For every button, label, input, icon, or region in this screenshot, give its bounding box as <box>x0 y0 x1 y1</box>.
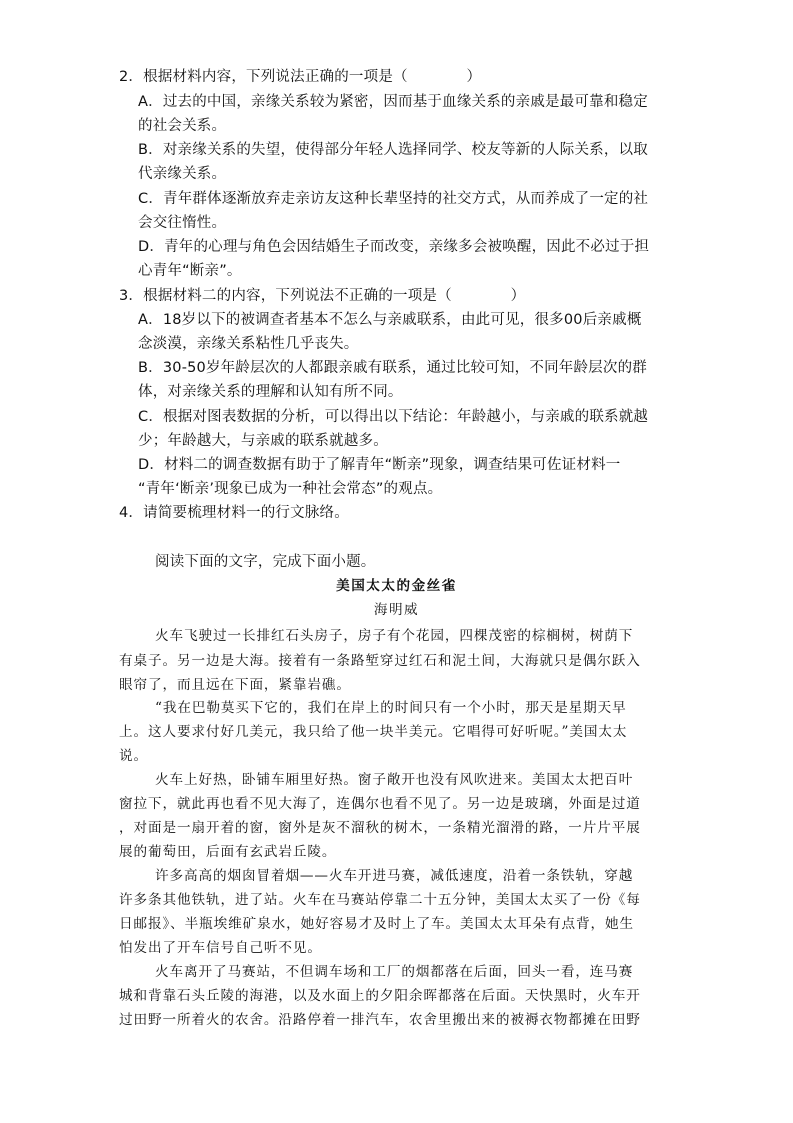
story-line: 火车上好热，卧铺车厢里好热。窗子敞开也没有风吹进来。美国太太把百叶 <box>155 772 634 788</box>
story-line: 窗拉下，就此再也看不见大海了，连偶尔也看不见了。另一边是玻璃，外面是过道 <box>119 796 641 812</box>
q2-option-a: A．过去的中国，亲缘关系较为紧密，因而基于血缘关系的亲戚是最可靠和稳定 <box>138 94 648 110</box>
story-line: 城和背靠石头丘陵的海港，以及水面上的夕阳余晖都落在后面。天快黑时，火车开 <box>119 988 641 1004</box>
q3-option-c: C．根据对图表数据的分析，可以得出以下结论：年龄越小，与亲戚的联系就越 <box>138 409 649 425</box>
story-line: 过田野一所着火的农舍。沿路停着一排汽车，农舍里搬出来的被褥衣物都摊在田野 <box>119 1012 641 1028</box>
story-line: 有桌子。另一边是大海。接着有一条路堑穿过红石和泥土间，大海就只是偶尔跃入 <box>119 653 641 669</box>
q3-option-c-cont: 少；年龄越大，与亲戚的联系就越多。 <box>138 433 388 449</box>
q3-option-b: B．30-50岁年龄层次的人都跟亲戚有联系，通过比较可知，不同年龄层次的群 <box>138 360 647 376</box>
q2-option-d: D．青年的心理与角色会因结婚生子而改变，亲缘多会被唤醒，因此不必过于担 <box>138 239 650 255</box>
reading-instruction: 阅读下面的文字，完成下面小题。 <box>155 554 376 570</box>
q2-option-d-cont: 心青年“断亲”。 <box>138 263 242 279</box>
question-2-stem: 2．根据材料内容，下列说法正确的一项是（ ） <box>119 69 482 85</box>
q3-option-d-cont: “青年‘断亲’现象已成为一种社会常态”的观点。 <box>138 481 443 497</box>
story-line: 火车飞驶过一长排红石头房子，房子有个花园，四棵茂密的棕榈树，树荫下 <box>155 628 634 644</box>
story-line: 眼帘了，而且远在下面，紧靠岩礁。 <box>119 677 351 693</box>
story-line: “我在巴勒莫买下它的，我们在岸上的时间只有一个小时，那天是星期天早 <box>155 700 627 716</box>
story-line: 上。这人要求付好几美元，我只给了他一块半美元。它唱得可好听呢。”美国太太 <box>119 724 628 740</box>
q2-option-b-cont: 代亲缘关系。 <box>138 166 227 182</box>
story-line: 日邮报》、半瓶埃维矿泉水，她好容易才及时上了车。美国太太耳朵有点背，她生 <box>119 916 634 932</box>
story-title: 美国太太的金丝雀 <box>336 578 457 594</box>
story-line: 许多高高的烟囱冒着烟——火车开进马赛，减低速度，沿着一条铁轨，穿越 <box>155 868 634 884</box>
q3-option-a-cont: 念淡漠，亲缘关系粘性几乎丧失。 <box>138 336 359 352</box>
question-4-stem: 4．请简要梳理材料一的行文脉络。 <box>119 505 349 521</box>
q3-option-b-cont: 体，对亲缘关系的理解和认知有所不同。 <box>138 384 403 400</box>
story-line: 展的葡萄田，后面有玄武岩丘陵。 <box>119 844 337 860</box>
q2-option-a-cont: 的社会关系。 <box>138 118 227 134</box>
story-line: 怕发出了开车信号自己听不见。 <box>119 940 322 956</box>
q2-option-c: C．青年群体逐渐放弃走亲访友这种长辈坚持的社交方式，从而养成了一定的社 <box>138 191 649 207</box>
q2-option-b: B．对亲缘关系的失望，使得部分年轻人选择同学、校友等新的人际关系，以取 <box>138 142 648 158</box>
story-line: 许多条其他铁轨，进了站。火车在马赛站停靠二十五分钟，美国太太买了一份《每 <box>119 892 641 908</box>
story-line: 说。 <box>119 748 148 764</box>
story-line: ，对面是一扇开着的窗，窗外是灰不溜秋的树木，一条精光溜滑的路，一片片平展 <box>119 820 641 836</box>
story-author: 海明威 <box>373 602 420 618</box>
q3-option-d: D．材料二的调查数据有助于了解青年“断亲”现象，调查结果可佐证材料一 <box>138 457 621 473</box>
story-line: 火车离开了马赛站，不但调车场和工厂的烟都落在后面，回头一看，连马赛 <box>155 964 634 980</box>
q2-option-c-cont: 会交往惰性。 <box>138 215 227 231</box>
question-3-stem: 3．根据材料二的内容，下列说法不正确的一项是（ ） <box>119 288 526 304</box>
q3-option-a: A．18岁以下的被调查者基本不怎么与亲戚联系，由此可见，很多00后亲戚概 <box>138 312 642 328</box>
